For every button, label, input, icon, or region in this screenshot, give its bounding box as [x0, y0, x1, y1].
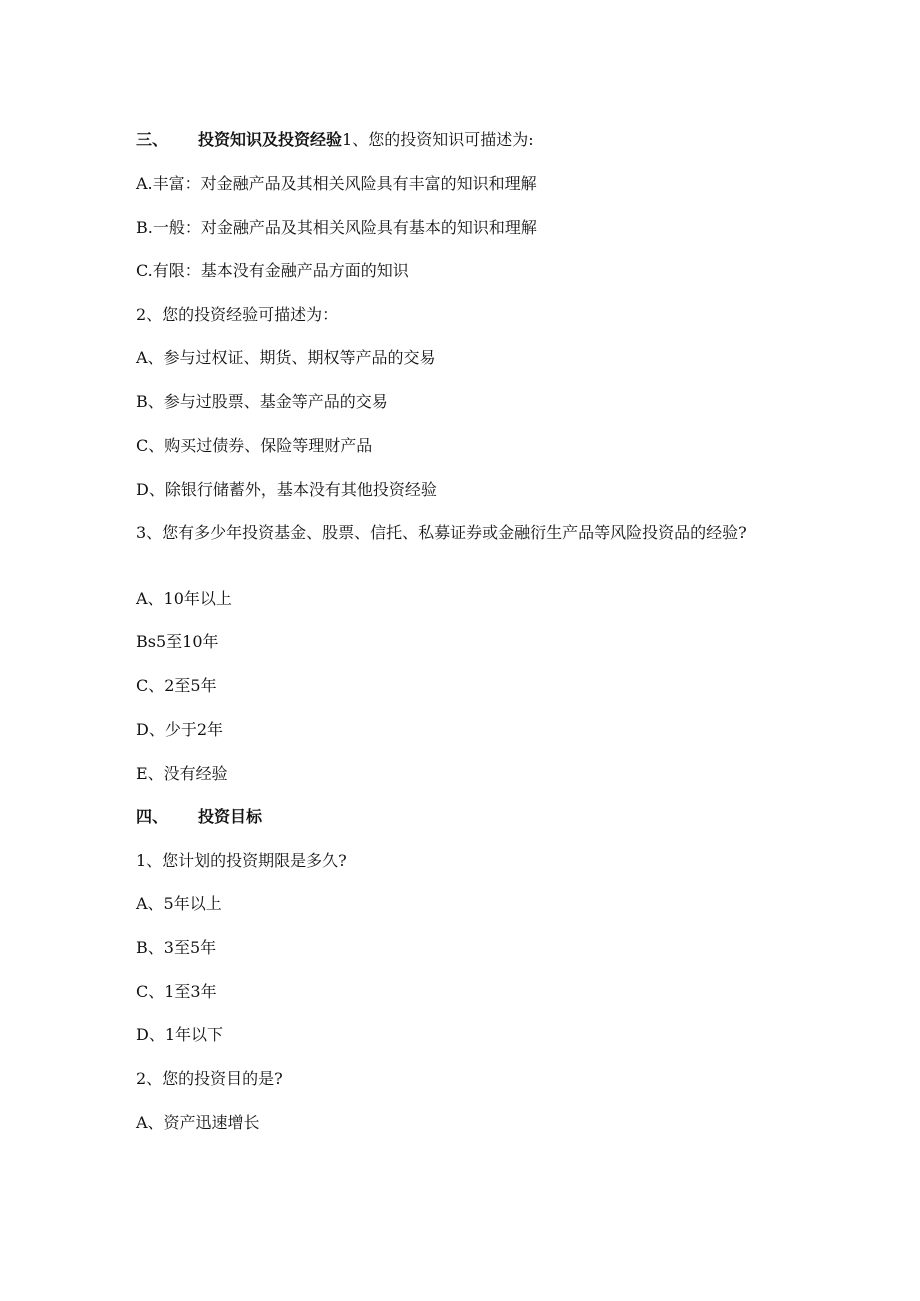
section-4-heading [136, 805, 790, 829]
section-3-title: 投资知识及投资经验 [198, 130, 343, 149]
option-3-1-b: B.一般：对金融产品及其相关风险具有基本的知识和理解 [136, 218, 537, 237]
option-3-2-d: D、除银行储蓄外，基本没有其他投资经验 [136, 480, 437, 499]
section-4-title: 投资目标 [198, 807, 263, 826]
option-3-3-c: C、2至5年 [136, 676, 217, 695]
option-3-3-d: D、少于2年 [136, 720, 224, 739]
option-4-1-c: C、1至3年 [136, 982, 217, 1001]
option-4-2-a: A、资产迅速增长 [136, 1113, 260, 1132]
option-3-3-b: Bs5至10年 [136, 632, 219, 651]
option-3-2-a: A、参与过权证、期货、期权等产品的交易 [136, 348, 436, 367]
option-4-1-b: B、3至5年 [136, 938, 217, 957]
option-3-3-e: E、没有经验 [136, 764, 228, 783]
option-3-3-a: A、10年以上 [136, 589, 232, 608]
option-4-1-a: A、5年以上 [136, 894, 222, 913]
question-4-2: 2、您的投资目的是? [136, 1069, 283, 1088]
section-3-number: 三、 [136, 130, 169, 149]
option-3-1-a: A.丰富：对金融产品及其相关风险具有丰富的知识和理解 [136, 174, 537, 193]
question-3-3: 3、您有多少年投资基金、股票、信托、私募证券或金融衍生产品等风险投资品的经验? [136, 523, 747, 542]
option-3-1-c: C.有限：基本没有金融产品方面的知识 [136, 261, 409, 280]
option-3-2-c: C、购买过债券、保险等理财产品 [136, 436, 373, 455]
section-4-number: 四、 [136, 807, 169, 826]
question-4-1: 1、您计划的投资期限是多久? [136, 851, 347, 870]
section-3-heading [136, 128, 790, 152]
question-3-2: 2、您的投资经验可描述为： [136, 305, 339, 324]
option-4-1-d: D、1年以下 [136, 1025, 224, 1044]
question-3-1: 1、您的投资知识可描述为: [342, 130, 534, 149]
option-3-2-b: B、参与过股票、基金等产品的交易 [136, 392, 388, 411]
